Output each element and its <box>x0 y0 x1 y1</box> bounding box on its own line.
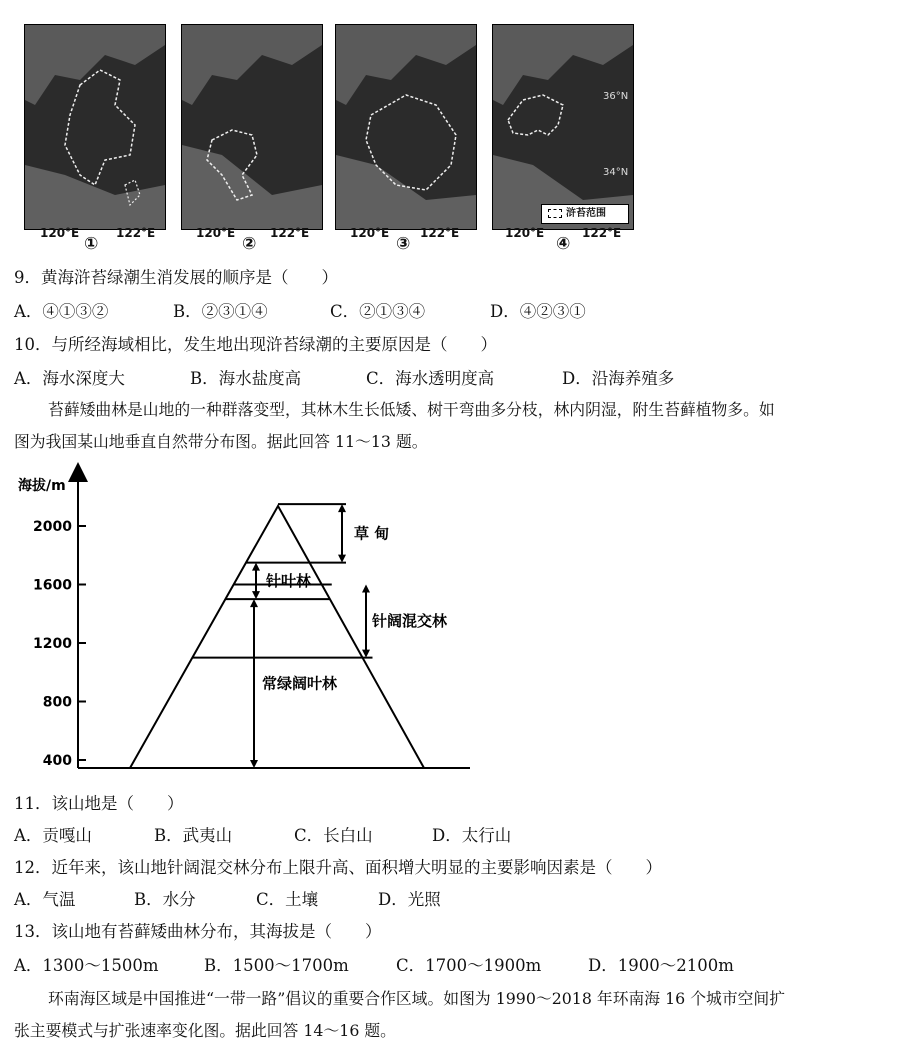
q11-option-c[interactable]: C．长白山 <box>294 826 373 845</box>
y-tick-label: 1600 <box>33 577 72 594</box>
question-10-stem: 10．与所经海域相比，发生地出现浒苔绿潮的主要原因是（ ） <box>14 335 497 354</box>
q13-option-a[interactable]: A．1300～1500m <box>14 956 159 975</box>
lon-120-label: 120°E <box>350 226 390 240</box>
arrow-head-icon <box>362 650 370 658</box>
intro-paragraph-line-2: 图为我国某山地垂直自然带分布图。据此回答 11～13 题。 <box>14 432 428 451</box>
q11-option-b[interactable]: B．武夷山 <box>154 826 233 845</box>
lon-122-label: 122°E <box>420 226 460 240</box>
arrow-head-icon <box>252 563 260 571</box>
q9-option-a[interactable]: A．④①③② <box>14 302 109 321</box>
q10-option-c[interactable]: C．海水透明度高 <box>366 369 495 388</box>
y-tick-label: 400 <box>42 753 72 769</box>
q12-option-c[interactable]: C．土壤 <box>256 890 319 909</box>
lon-120-label: 120°E <box>505 226 545 240</box>
arrow-head-icon <box>338 555 346 563</box>
q9-option-c[interactable]: C．②①③④ <box>330 302 426 321</box>
q10-option-a[interactable]: A．海水深度大 <box>14 369 125 388</box>
q11-option-a[interactable]: A．贡嘎山 <box>14 826 92 845</box>
arrow-head-icon <box>362 585 370 593</box>
intro2-paragraph-line-2: 张主要模式与扩张速率变化图。据此回答 14～16 题。 <box>14 1021 396 1040</box>
q12-option-d[interactable]: D．光照 <box>378 890 441 909</box>
q12-option-a[interactable]: A．气温 <box>14 890 76 909</box>
intro2-paragraph-line-1: 环南海区域是中国推进“一带一路”倡议的重要合作区域。如图为 1990～2018 年环南海 16 个城市空间扩 <box>48 989 786 1008</box>
arrow-head-icon <box>250 760 258 768</box>
zone-label: 草 甸 <box>354 524 390 543</box>
zone-brackets <box>250 504 448 768</box>
q10-option-b[interactable]: B．海水盐度高 <box>190 369 302 388</box>
map-label-1: ① <box>84 234 99 254</box>
q9-option-b[interactable]: B．②③①④ <box>173 302 268 321</box>
arrow-head-icon <box>250 599 258 607</box>
arrow-head-icon <box>252 591 260 599</box>
map-4 <box>492 24 634 230</box>
q13-option-c[interactable]: C．1700～1900m <box>396 956 542 975</box>
map-2 <box>181 24 323 230</box>
lon-122-label: 122°E <box>270 226 310 240</box>
y-tick-label: 1200 <box>33 636 72 652</box>
q13-option-d[interactable]: D．1900～2100m <box>588 956 734 975</box>
map-label-4: ④ <box>556 234 571 254</box>
question-11-stem: 11．该山地是（ ） <box>14 794 184 813</box>
q9-option-d[interactable]: D．④②③① <box>490 302 586 321</box>
question-9-stem: 9．黄海浒苔绿潮生消发展的顺序是（ ） <box>14 268 338 287</box>
lat-34-label: 34°N <box>603 167 629 178</box>
lon-120-label: 120°E <box>40 226 80 240</box>
zone-label: 针阔混交林 <box>372 612 448 631</box>
map-legend <box>541 204 629 224</box>
lat-36-label: 36°N <box>603 91 629 102</box>
y-tick-label: 800 <box>42 694 72 711</box>
lon-122-label: 122°E <box>116 226 156 240</box>
y-axis-label: 海拔/m <box>18 478 66 494</box>
q13-option-b[interactable]: B．1500～1700m <box>204 956 349 975</box>
intro-paragraph-line-1: 苔藓矮曲林是山地的一种群落变型，其林木生长低矮、树干弯曲多分枝，林内阴湿，附生苔藓植物多。如 <box>48 400 775 419</box>
map-label-2: ② <box>242 234 257 254</box>
y-tick-label: 2000 <box>33 519 72 535</box>
vertical-zonation-diagram <box>0 462 480 780</box>
question-13-stem: 13．该山地有苔藓矮曲林分布，其海拔是（ ） <box>14 922 382 941</box>
zone-label: 针叶林 <box>266 571 312 590</box>
map-1 <box>24 24 166 230</box>
legend-label: 浒苔范围 <box>566 208 606 219</box>
satellite-maps-figure <box>0 0 900 262</box>
legend-dashed-box-icon <box>548 209 562 218</box>
q11-option-d[interactable]: D．太行山 <box>432 826 512 845</box>
zone-label: 常绿阔叶林 <box>262 674 338 693</box>
lon-122-label: 122°E <box>582 226 622 240</box>
q12-option-b[interactable]: B．水分 <box>134 890 196 909</box>
q10-option-d[interactable]: D．沿海养殖多 <box>562 369 675 388</box>
map-3 <box>335 24 477 230</box>
map-label-3: ③ <box>396 234 411 254</box>
question-12-stem: 12．近年来，该山地针阔混交林分布上限升高、面积增大明显的主要影响因素是（ ） <box>14 858 662 877</box>
lon-120-label: 120°E <box>196 226 236 240</box>
mountain-outline <box>130 506 424 768</box>
arrow-head-icon <box>338 504 346 512</box>
